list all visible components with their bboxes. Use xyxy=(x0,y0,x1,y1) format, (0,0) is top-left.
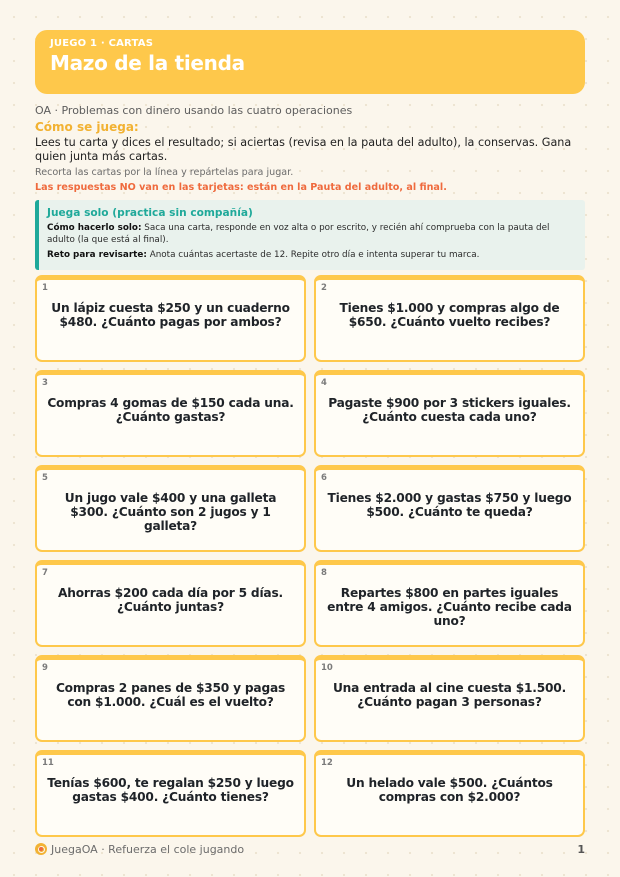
learning-objective: OA · Problemas con dinero usando las cuatro operaciones xyxy=(35,104,353,117)
solo-how-text: Saca una carta, responde en voz alta o por escrito, y recién ahí comprueba con la pauta del adulto (la que está al final). xyxy=(47,223,550,245)
worksheet-page xyxy=(35,30,585,804)
card-question: Tienes $2.000 y gastas $750 y luego $500. ¿Cuánto te queda? xyxy=(327,491,572,519)
card xyxy=(35,275,306,362)
solo-challenge-label: Reto para revisarte: xyxy=(47,250,147,260)
solo-how-label: Cómo hacerlo solo: xyxy=(47,223,142,233)
target-icon xyxy=(35,843,47,855)
howto-text: Lees tu carta y dices el resultado; si aciertas (revisa en la pauta del adulto), la conservas. Gana quien junta más cartas. xyxy=(35,136,572,163)
solo-how xyxy=(47,222,573,246)
card-question: Compras 2 panes de $350 y pagas con $1.000. ¿Cuál es el vuelto? xyxy=(55,681,286,709)
card-question: Un helado vale $500. ¿Cuántos compras con $2.000? xyxy=(346,776,553,804)
card-number: 11 xyxy=(42,758,54,768)
howto-heading: Cómo se juega: xyxy=(35,120,139,134)
page-footer xyxy=(35,843,585,857)
footer-brand: JuegaOA · Refuerza el cole jugando xyxy=(51,843,245,856)
card xyxy=(314,465,585,552)
card-question: Un lápiz cuesta $250 y un cuaderno $480. ¿Cuánto pagas por ambos? xyxy=(51,301,290,329)
header-banner xyxy=(35,30,585,94)
card-number: 3 xyxy=(42,378,48,388)
card-question: Tienes $1.000 y compras algo de $650. ¿Cuánto vuelto recibes? xyxy=(339,301,560,329)
card-question: Tenías $600, te regalan $250 y luego gastas $400. ¿Cuánto tienes? xyxy=(47,776,294,804)
card xyxy=(314,275,585,362)
card-question: Repartes $800 en partes iguales entre 4 amigos. ¿Cuánto recibe cada uno? xyxy=(327,586,572,628)
header-kicker: JUEGO 1 · CARTAS xyxy=(50,38,154,49)
answers-note: Las respuestas NO van en las tarjetas: están en la Pauta del adulto, al final. xyxy=(35,182,447,193)
card xyxy=(35,750,306,837)
card-number: 6 xyxy=(321,473,327,483)
solo-challenge xyxy=(47,249,573,261)
card-number: 12 xyxy=(321,758,333,768)
card xyxy=(35,370,306,457)
card xyxy=(35,655,306,742)
card xyxy=(35,465,306,552)
solo-challenge-text: Anota cuántas acertaste de 12. Repite otro día e intenta superar tu marca. xyxy=(149,250,480,260)
card-number: 1 xyxy=(42,283,48,293)
card xyxy=(314,750,585,837)
card-question: Ahorras $200 cada día por 5 días. ¿Cuánto juntas? xyxy=(58,586,283,614)
solo-play-box xyxy=(35,200,585,270)
card xyxy=(35,560,306,647)
cut-note: Recorta las cartas por la línea y repártelas para jugar. xyxy=(35,167,294,178)
card-question: Pagaste $900 por 3 stickers iguales. ¿Cuánto cuesta cada uno? xyxy=(328,396,571,424)
card-number: 2 xyxy=(321,283,327,293)
page-title: Mazo de la tienda xyxy=(50,51,245,75)
solo-title: Juega solo (practica sin compañía) xyxy=(47,207,253,219)
card-question: Un jugo vale $400 y una galleta $300. ¿Cuánto son 2 jugos y 1 galleta? xyxy=(64,491,277,533)
card xyxy=(314,560,585,647)
card-number: 4 xyxy=(321,378,327,388)
card-number: 8 xyxy=(321,568,327,578)
page-number: 1 xyxy=(577,843,585,856)
card xyxy=(314,370,585,457)
card-number: 9 xyxy=(42,663,48,673)
card-number: 10 xyxy=(321,663,333,673)
card-number: 7 xyxy=(42,568,48,578)
card-question: Compras 4 gomas de $150 cada una. ¿Cuánto gastas? xyxy=(47,396,294,424)
card-number: 5 xyxy=(42,473,48,483)
card xyxy=(314,655,585,742)
card-question: Una entrada al cine cuesta $1.500. ¿Cuánto pagan 3 personas? xyxy=(332,681,567,709)
